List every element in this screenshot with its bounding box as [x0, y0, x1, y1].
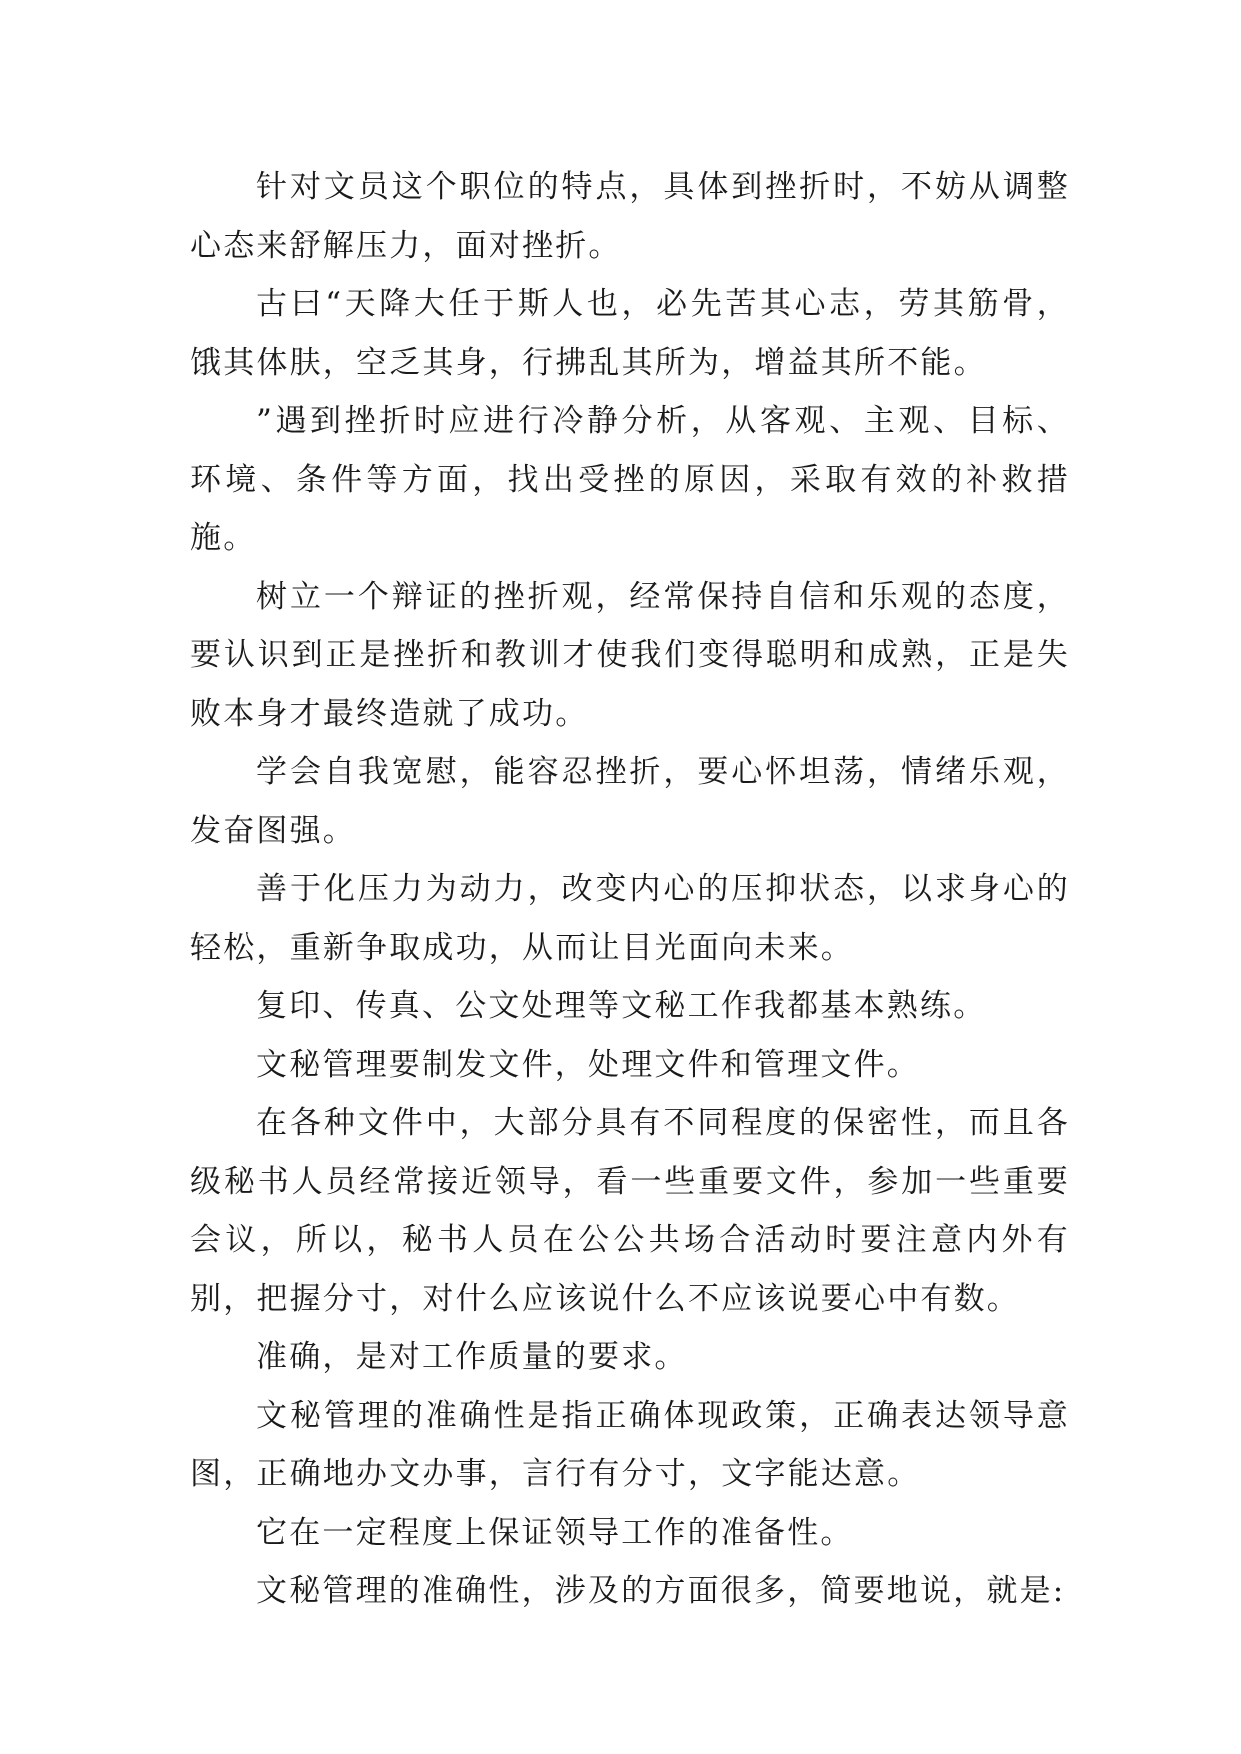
- paragraph: 善于化压力为动力，改变内心的压抑状态，以求身心的轻松，重新争取成功，从而让目光面向未来。: [190, 871, 1070, 966]
- paragraph: 树立一个辩证的挫折观，经常保持自信和乐观的态度，要认识到正是挫折和教训才使我们变得聪明和成熟，正是失败本身才最终造就了成功。: [190, 578, 1070, 732]
- paragraph: 文秘管理要制发文件，处理文件和管理文件。: [256, 1046, 920, 1083]
- paragraph: 它在一定程度上保证领导工作的准备性。: [256, 1514, 854, 1551]
- paragraph: 复印、传真、公文处理等文秘工作我都基本熟练。: [256, 988, 987, 1024]
- paragraph: 古曰“天降大任于斯人也，必先苦其心志，劳其筋骨，饿其体肤，空乏其身，行拂乱其所为，增益其所不能。: [190, 286, 1070, 381]
- paragraph: 学会自我宽慰，能容忍挫折，要心怀坦荡，情绪乐观，发奋图强。: [190, 754, 1070, 849]
- paragraph: 针对文员这个职位的特点，具体到挫折时，不妨从调整心态来舒解压力，面对挫折。: [190, 169, 1070, 264]
- paragraph: ”遇到挫折时应进行冷静分析，从客观、主观、目标、环境、条件等方面，找出受挫的原因，采取有效的补救措施。: [190, 403, 1070, 556]
- paragraph: 文秘管理的准确性是指正确体现政策，正确表达领导意图，正确地办文办事，言行有分寸，文字能达意。: [190, 1397, 1070, 1492]
- document-body: [190, 158, 1070, 1621]
- paragraph: 准确，是对工作质量的要求。: [256, 1339, 688, 1375]
- paragraph: 文秘管理的准确性，涉及的方面很多，简要地说，就是:: [256, 1573, 1066, 1609]
- paragraph: 在各种文件中，大部分具有不同程度的保密性，而且各级秘书人员经常接近领导，看一些重要文件，参加一些重要会议，所以，秘书人员在公公共场合活动时要注意内外有别，把握分寸，对什么应该说什么不应该说要心中有数。: [190, 1105, 1070, 1317]
